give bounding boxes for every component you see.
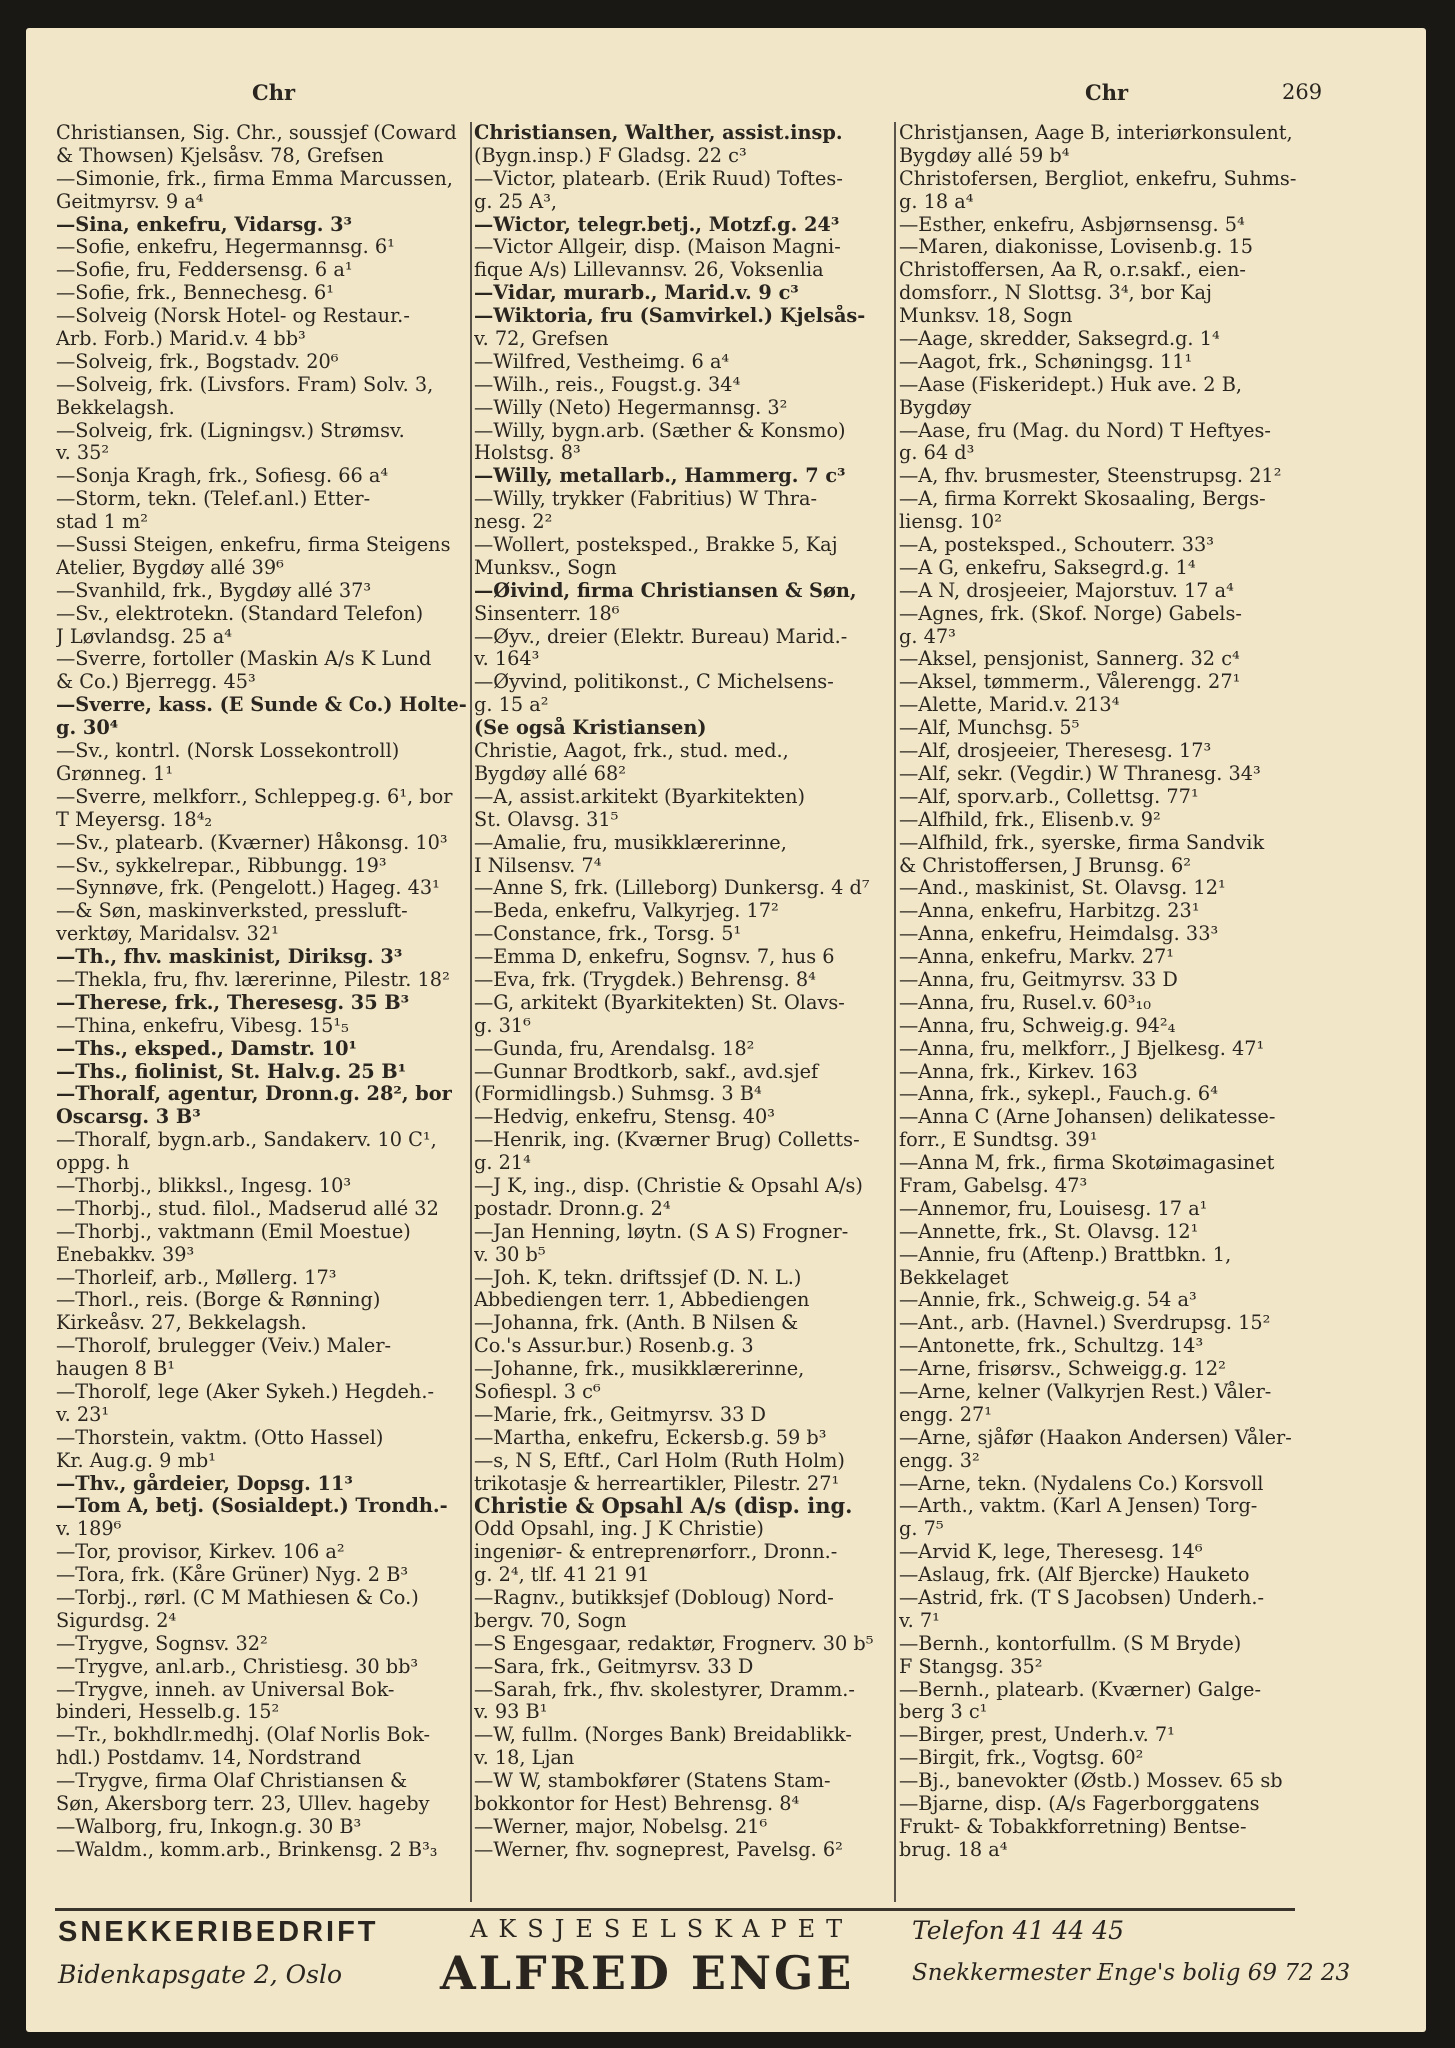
directory-entry-line: —Solveig, frk. (Livsfors. Fram) Solv. 3, xyxy=(56,373,434,396)
directory-entry-line: St. Olavsg. 31⁵ xyxy=(474,808,619,831)
directory-entry-line: domsforr., N Slottsg. 3⁴, bor Kaj xyxy=(899,282,1212,305)
directory-entry-line: & Thowsen) Kjelsåsv. 78, Grefsen xyxy=(56,144,384,167)
directory-entry-line: —Bj., banevokter (Østb.) Mossev. 65 sb xyxy=(899,1770,1283,1793)
directory-entry-line: —Arne, kelner (Valkyrjen Rest.) Våler- xyxy=(899,1380,1272,1403)
directory-entry-line: —Solveig, frk. (Ligningsv.) Strømsv. xyxy=(56,419,405,442)
directory-entry-line: g. 47³ xyxy=(899,625,956,648)
directory-entry-line: —Willy, metallarb., Hammerg. 7 c³ xyxy=(474,465,846,488)
directory-entry-line: v. 18, Ljan xyxy=(474,1747,575,1770)
directory-entry-line: —Anna, enkefru, Harbitzg. 23¹ xyxy=(899,900,1200,923)
ad-company-name: ALFRED ENGE xyxy=(440,1946,855,2000)
column-3 xyxy=(899,122,1319,1862)
ad-residence-phone: Snekkermester Enge's bolig 69 72 23 xyxy=(912,1960,1351,1986)
directory-entry-line: —Alfhild, frk., Elisenb.v. 9² xyxy=(899,808,1161,831)
directory-entry-line: —Arne, tekn. (Nydalens Co.) Korsvoll xyxy=(899,1472,1264,1495)
directory-entry-line: —Øivind, firma Christiansen & Søn, xyxy=(474,579,857,602)
directory-entry-line: —Annie, frk., Schweig.g. 54 a³ xyxy=(899,1289,1197,1312)
directory-entry-line: Bygdøy allé 68² xyxy=(474,762,627,785)
directory-entry-line: —Sonja Kragh, frk., Sofiesg. 66 a⁴ xyxy=(56,465,389,488)
page-number: 269 xyxy=(1282,80,1323,104)
directory-entry-line: —A G, enkefru, Saksegrd.g. 1⁴ xyxy=(899,556,1196,579)
directory-entry-line: Atelier, Bygdøy allé 39⁶ xyxy=(56,556,284,579)
directory-entry-line: —Thina, enkefru, Vibesg. 15¹₅ xyxy=(56,1014,349,1037)
directory-entry-line: Bekkelaget xyxy=(899,1266,1009,1289)
directory-entry-line: —W W, stambokfører (Statens Stam- xyxy=(474,1770,831,1793)
directory-entry-line: —Sofie, fru, Feddersensg. 6 a¹ xyxy=(56,259,353,282)
directory-entry-line: —Martha, enkefru, Eckersb.g. 59 b³ xyxy=(474,1426,827,1449)
directory-entry-line: v. 164³ xyxy=(474,648,540,671)
directory-entry-line: —Synnøve, frk. (Pengelott.) Hageg. 43¹ xyxy=(56,877,440,900)
directory-entry-line: —Eva, frk. (Trygdek.) Behrensg. 8⁴ xyxy=(474,968,816,991)
directory-entry-line: g. 7⁵ xyxy=(899,1518,944,1541)
directory-entry-line: —Aksel, tømmerm., Vålerengg. 27¹ xyxy=(899,671,1241,694)
directory-entry-line: Sinsenterr. 18⁶ xyxy=(474,602,620,625)
directory-entry-line: Christie, Aagot, frk., stud. med., xyxy=(474,740,789,763)
directory-entry-line: —Tr., bokhdlr.medhj. (Olaf Norlis Bok- xyxy=(56,1724,431,1747)
directory-entry-line: —S Engesgaar, redaktør, Frognerv. 30 b⁵ xyxy=(474,1632,874,1655)
directory-entry-line: —Simonie, frk., firma Emma Marcussen, xyxy=(56,167,453,190)
directory-entry-line: g. 18 a⁴ xyxy=(899,190,974,213)
directory-entry-line: v. 93 B¹ xyxy=(474,1701,548,1724)
directory-entry-line: bokkontor for Hest) Behrensg. 8⁴ xyxy=(474,1793,800,1816)
directory-entry-line: —Torbj., rørl. (C M Mathiesen & Co.) xyxy=(56,1587,419,1609)
directory-entry-line: —Trygve, Sognsv. 32² xyxy=(56,1632,268,1655)
directory-entry-line: —Aage, skredder, Saksegrd.g. 1⁴ xyxy=(899,328,1220,351)
directory-entry-line: —& Søn, maskinverksted, pressluft- xyxy=(56,900,408,923)
directory-entry-line: binderi, Hesselb.g. 15² xyxy=(56,1701,280,1724)
directory-entry-line: —Tora, frk. (Kåre Grüner) Nyg. 2 B³ xyxy=(56,1564,409,1587)
directory-entry-line: —Victor Allgeir, disp. (Maison Magni- xyxy=(474,236,841,259)
directory-entry-line: —Sara, frk., Geitmyrsv. 33 D xyxy=(474,1655,754,1678)
directory-entry-line: —s, N S, Eftf., Carl Holm (Ruth Holm) xyxy=(474,1449,845,1472)
directory-entry-line: —Agnes, frk. (Skof. Norge) Gabels- xyxy=(899,602,1242,625)
directory-entry-line: g. 30⁴ xyxy=(56,717,119,740)
directory-entry-line: —Thorbj., vaktmann (Emil Moestue) xyxy=(56,1220,411,1243)
directory-entry-line: engg. 3² xyxy=(899,1449,980,1472)
directory-entry-line: v. 7¹ xyxy=(899,1609,940,1632)
directory-entry-line: —Sv., sykkelrepar., Ribbungg. 19³ xyxy=(56,854,387,877)
directory-entry-line: —Anna, fru, Geitmyrsv. 33 D xyxy=(899,968,1178,991)
directory-entry-line: —Aagot, frk., Schøningsg. 11¹ xyxy=(899,350,1193,373)
directory-entry-line: Frukt- & Tobakkforretning) Bentse- xyxy=(899,1815,1247,1838)
directory-entry-line: —Bjarne, disp. (A/s Fagerborggatens xyxy=(899,1793,1260,1816)
ad-telephone: Telefon 41 44 45 xyxy=(912,1916,1124,1945)
directory-entry-line: —Waldm., komm.arb., Brinkensg. 2 B³₃ xyxy=(56,1838,438,1861)
directory-entry-line: ingeniør- & entreprenørforr., Dronn.- xyxy=(474,1541,838,1564)
directory-entry-line: Enebakkv. 39³ xyxy=(56,1243,195,1266)
directory-entry-line: —Tom A, betj. (Sosialdept.) Trondh.- xyxy=(56,1495,448,1518)
directory-entry-line: I Nilsensv. 7⁴ xyxy=(474,854,602,877)
directory-entry-line: oppg. h xyxy=(56,1152,130,1175)
directory-entry-line: —Sverre, kass. (E Sunde & Co.) Holte- xyxy=(56,694,467,717)
directory-entry-line: —Marie, frk., Geitmyrsv. 33 D xyxy=(474,1403,766,1426)
directory-entry-line: —Alf, drosjeeier, Theresesg. 17³ xyxy=(899,740,1212,763)
directory-entry-line: —Hedvig, enkefru, Stensg. 40³ xyxy=(474,1106,776,1129)
directory-entry-line: —Øyv., dreier (Elektr. Bureau) Marid.- xyxy=(474,625,848,648)
directory-entry-line: —Thorleif, arb., Møllerg. 17³ xyxy=(56,1266,337,1289)
directory-entry-line: —Annie, fru (Aftenp.) Brattbkn. 1, xyxy=(899,1243,1232,1266)
directory-entry-line: F Stangsg. 35² xyxy=(899,1655,1043,1678)
directory-entry-line: trikotasje & herreartikler, Pilestr. 27¹ xyxy=(474,1472,840,1495)
directory-entry-line: —Thorbj., stud. filol., Madserud allé 32 xyxy=(56,1197,439,1220)
directory-entry-line: —And., maskinist, St. Olavsg. 12¹ xyxy=(899,877,1226,900)
directory-entry-line: —Svanhild, frk., Bygdøy allé 37³ xyxy=(56,579,372,602)
directory-entry-line: (Bygn.insp.) F Gladsg. 22 c³ xyxy=(474,144,747,167)
directory-entry-line: —Sv., kontrl. (Norsk Lossekontroll) xyxy=(56,740,400,763)
directory-entry-line: g. 2⁴, tlf. 41 21 91 xyxy=(474,1564,650,1587)
directory-entry-line: —Victor, platearb. (Erik Ruud) Toftes- xyxy=(474,167,843,190)
directory-entry-line: —Thorstein, vaktm. (Otto Hassel) xyxy=(56,1426,384,1449)
directory-entry-line: —Arne, sjåfør (Haakon Andersen) Våler- xyxy=(899,1426,1292,1449)
directory-entry-line: —Arth., vaktm. (Karl A Jensen) Torg- xyxy=(899,1495,1258,1518)
directory-entry-line: engg. 27¹ xyxy=(899,1403,993,1426)
directory-entry-line: —Vidar, murarb., Marid.v. 9 c³ xyxy=(474,282,799,305)
directory-entry-line: —Anna, fru, Rusel.v. 60³₁₀ xyxy=(899,991,1151,1014)
column-divider xyxy=(894,122,896,1902)
directory-entry-line: —A, posteksped., Schouterr. 33³ xyxy=(899,534,1214,557)
directory-entry-line: —Willy, trykker (Fabritius) W Thra- xyxy=(474,488,817,511)
directory-entry-line: —Tor, provisor, Kirkev. 106 a² xyxy=(56,1541,345,1564)
directory-entry-line: Grønneg. 1¹ xyxy=(56,762,174,785)
directory-entry-line: —Ths., eksped., Damstr. 10¹ xyxy=(56,1037,357,1060)
directory-entry-line: —Johanne, frk., musikklærerinne, xyxy=(474,1358,805,1381)
directory-entry-line: —Alf, sporv.arb., Collettsg. 77¹ xyxy=(899,785,1199,808)
directory-entry-line: —Astrid, frk. (T S Jacobsen) Underh.- xyxy=(899,1587,1265,1609)
directory-entry-line: —Aksel, pensjonist, Sannerg. 32 c⁴ xyxy=(899,648,1240,671)
directory-entry-line: —Walborg, fru, Inkogn.g. 30 B³ xyxy=(56,1815,362,1838)
directory-entry-line: Geitmyrsv. 9 a⁴ xyxy=(56,190,204,213)
directory-entry-line: —Birger, prest, Underh.v. 7¹ xyxy=(899,1724,1175,1747)
directory-entry-line: —Trygve, inneh. av Universal Bok- xyxy=(56,1678,395,1701)
directory-entry-line: —J K, ing., disp. (Christie & Opsahl A/s) xyxy=(474,1174,863,1197)
directory-entry-line: —Aslaug, frk. (Alf Bjercke) Hauketo xyxy=(899,1564,1250,1587)
directory-entry-line: g. 21⁴ xyxy=(474,1152,531,1175)
directory-entry-line: —G, arkitekt (Byarkitekten) St. Olavs- xyxy=(474,991,845,1014)
directory-entry-line: —Werner, fhv. sogneprest, Pavelsg. 6² xyxy=(474,1838,843,1861)
directory-entry-line: —Anna C (Arne Johansen) delikatesse- xyxy=(899,1106,1276,1129)
directory-entry-line: —Sofie, frk., Bennechesg. 6¹ xyxy=(56,282,334,305)
directory-entry-line: —Werner, major, Nobelsg. 21⁶ xyxy=(474,1815,768,1838)
directory-entry-line: —Storm, tekn. (Telef.anl.) Etter- xyxy=(56,488,371,511)
directory-entry-line: —Anne S, frk. (Lilleborg) Dunkersg. 4 d⁷ xyxy=(474,877,870,900)
directory-entry-line: —Trygve, firma Olaf Christiansen & xyxy=(56,1770,408,1793)
directory-entry-line: —Therese, frk., Theresesg. 35 B³ xyxy=(56,991,410,1014)
directory-entry-line: —Henrik, ing. (Kværner Brug) Colletts- xyxy=(474,1129,860,1152)
directory-entry-line: Bekkelagsh. xyxy=(56,396,175,419)
footer-rule xyxy=(55,1908,1295,1911)
directory-entry-line: —Willy (Neto) Hegermannsg. 3² xyxy=(474,396,788,419)
directory-entry-line: —Alette, Marid.v. 213⁴ xyxy=(899,694,1120,717)
directory-entry-line: postadr. Dronn.g. 2⁴ xyxy=(474,1197,671,1220)
directory-entry-line: —Sussi Steigen, enkefru, firma Steigens xyxy=(56,534,451,557)
directory-entry-line: fique A/s) Lillevannsv. 26, Voksenlia xyxy=(474,259,824,282)
directory-entry-line: g. 15 a² xyxy=(474,694,549,717)
column-divider xyxy=(470,122,472,1902)
directory-entry-line: Abbediengen terr. 1, Abbediengen xyxy=(474,1289,810,1312)
directory-entry-line: —Anna, enkefru, Heimdalsg. 33³ xyxy=(899,923,1219,946)
directory-entry-line: —Sv., elektrotekn. (Standard Telefon) xyxy=(56,602,424,625)
directory-entry-line: —A, assist.arkitekt (Byarkitekten) xyxy=(474,785,806,808)
directory-entry-line: —Wiktoria, fru (Samvirkel.) Kjelsås- xyxy=(474,305,866,328)
directory-entry-line: berg 3 c¹ xyxy=(899,1701,988,1724)
directory-entry-line: v. 23¹ xyxy=(56,1403,110,1426)
directory-entry-line: —Sarah, frk., fhv. skolestyrer, Dramm.- xyxy=(474,1678,855,1701)
directory-entry-line: J Løvlandsg. 25 a⁴ xyxy=(56,625,232,648)
directory-entry-line: nesg. 2² xyxy=(474,511,553,534)
directory-entry-line: —A, fhv. brusmester, Steenstrupsg. 21² xyxy=(899,465,1282,488)
directory-entry-line: —Thorolf, brulegger (Veiv.) Maler- xyxy=(56,1335,392,1358)
directory-entry-line: Oscarsg. 3 B³ xyxy=(56,1106,201,1129)
directory-entry-line: —Bernh., kontorfullm. (S M Bryde) xyxy=(899,1632,1242,1655)
ad-company-form: AKSJESELSKAPET xyxy=(470,1915,854,1943)
directory-entry-line: —Anna, fru, Schweig.g. 94²₄ xyxy=(899,1014,1176,1037)
directory-entry-line: Co.'s Assur.bur.) Rosenb.g. 3 xyxy=(474,1335,754,1358)
directory-entry-line: —Wilfred, Vestheimg. 6 a⁴ xyxy=(474,350,730,373)
column-1 xyxy=(56,122,471,1862)
directory-entry-line: Bygdøy allé 59 b⁴ xyxy=(899,144,1070,167)
directory-entry-line: (Formidlingsb.) Suhmsg. 3 B⁴ xyxy=(474,1083,762,1106)
directory-entry-line: —Thorolf, lege (Aker Sykeh.) Hegdeh.- xyxy=(56,1380,434,1403)
directory-entry-line: Sigurdsg. 2⁴ xyxy=(56,1609,177,1632)
directory-entry-line: —Anna M, frk., firma Skotøimagasinet xyxy=(899,1152,1275,1175)
directory-entry-line: Bygdøy xyxy=(899,396,972,419)
directory-entry-line: —W, fullm. (Norges Bank) Breidablikk- xyxy=(474,1724,852,1747)
directory-entry-line: —Johanna, frk. (Anth. B Nilsen & xyxy=(474,1312,799,1335)
directory-entry-line: Fram, Gabelsg. 47³ xyxy=(899,1174,1088,1197)
directory-entry-line: —Solveig, frk., Bogstadv. 20⁶ xyxy=(56,350,339,373)
directory-entry-line: —Ragnv., butikksjef (Dobloug) Nord- xyxy=(474,1587,834,1609)
directory-entry-line: Arb. Forb.) Marid.v. 4 bb³ xyxy=(56,328,306,351)
directory-entry-line: —Annemor, fru, Louisesg. 17 a¹ xyxy=(899,1197,1208,1220)
directory-entry-line: —Anna, fru, melkforr., J Bjelkesg. 47¹ xyxy=(899,1037,1265,1060)
directory-entry-line: g. 25 A³, xyxy=(474,190,558,213)
directory-entry-line: —Sverre, fortoller (Maskin A/s K Lund xyxy=(56,648,432,671)
directory-entry-line: Sofiespl. 3 c⁶ xyxy=(474,1380,601,1403)
directory-entry-line: Munksv., Sogn xyxy=(474,556,617,579)
directory-entry-line: —Constance, frk., Torsg. 5¹ xyxy=(474,923,742,946)
directory-entry-line: & Co.) Bjerregg. 45³ xyxy=(56,671,256,694)
directory-entry-line: —A N, drosjeeier, Majorstuv. 17 a⁴ xyxy=(899,579,1234,602)
directory-entry-line: Christofersen, Bergliot, enkefru, Suhms- xyxy=(899,167,1297,190)
directory-entry-line: —Willy, bygn.arb. (Sæther & Konsmo) xyxy=(474,419,846,442)
directory-entry-line: —Annette, frk., St. Olavsg. 12¹ xyxy=(899,1220,1199,1243)
directory-entry-line: forr., E Sundtsg. 39¹ xyxy=(899,1129,1098,1152)
directory-entry-line: & Christoffersen, J Brunsg. 6² xyxy=(899,854,1191,877)
directory-entry-line: Kirkeåsv. 27, Bekkelagsh. xyxy=(56,1312,307,1335)
directory-entry-line: —Thv., gårdeier, Dopsg. 11³ xyxy=(56,1472,353,1495)
directory-entry-line: brug. 18 a⁴ xyxy=(899,1838,1008,1861)
directory-entry-line: —Jan Henning, løytn. (S A S) Frogner- xyxy=(474,1220,849,1243)
directory-entry-line: v. 30 b⁵ xyxy=(474,1243,546,1266)
directory-entry-line: —Thoralf, agentur, Dronn.g. 28², bor xyxy=(56,1083,452,1106)
directory-entry-line: —Øyvind, politikonst., C Michelsens- xyxy=(474,671,834,694)
directory-entry-line: —Gunda, fru, Arendalsg. 18² xyxy=(474,1037,755,1060)
directory-entry-line: —Joh. K, tekn. driftssjef (D. N. L.) xyxy=(474,1266,802,1289)
directory-entry-line: liensg. 10² xyxy=(899,511,1002,534)
directory-entry-line: g. 31⁶ xyxy=(474,1014,531,1037)
directory-entry-line: —Trygve, anl.arb., Christiesg. 30 bb³ xyxy=(56,1655,419,1678)
directory-entry-line: —Sofie, enkefru, Hegermannsg. 6¹ xyxy=(56,236,395,259)
directory-entry-line: v. 72, Grefsen xyxy=(474,328,609,351)
running-head-right: Chr xyxy=(1085,80,1129,105)
directory-entry-line: stad 1 m² xyxy=(56,511,149,534)
directory-entry-line: —Bernh., platearb. (Kværner) Galge- xyxy=(899,1678,1261,1701)
directory-entry-line: haugen 8 B¹ xyxy=(56,1358,175,1381)
directory-entry-line: —Beda, enkefru, Valkyrjeg. 17² xyxy=(474,900,779,923)
directory-entry-line: —A, firma Korrekt Skosaaling, Bergs- xyxy=(899,488,1266,511)
directory-entry-line: —Sina, enkefru, Vidarsg. 3³ xyxy=(56,213,352,236)
directory-entry-line: —Wictor, telegr.betj., Motzf.g. 24³ xyxy=(474,213,840,236)
directory-entry-line: hdl.) Postdamv. 14, Nordstrand xyxy=(56,1747,362,1770)
directory-entry-line: Odd Opsahl, ing. J K Christie) xyxy=(474,1518,764,1541)
directory-entry-line: g. 64 d³ xyxy=(899,442,975,465)
directory-entry-line: Munksv. 18, Sogn xyxy=(899,305,1073,328)
directory-entry-line: —Alf, sekr. (Vegdir.) W Thranesg. 34³ xyxy=(899,762,1261,785)
directory-entry-line: —Thekla, fru, fhv. lærerinne, Pilestr. 18² xyxy=(56,968,450,991)
running-head-left: Chr xyxy=(252,80,296,105)
directory-entry-line: —Anna, frk., Kirkev. 163 xyxy=(899,1060,1138,1083)
directory-entry-line: —Anna, enkefru, Markv. 27¹ xyxy=(899,946,1175,969)
directory-entry-line: Christiansen, Walther, assist.insp. xyxy=(474,122,843,144)
directory-entry-line: (Se også Kristiansen) xyxy=(474,717,707,740)
directory-entry-line: —Emma D, enkefru, Sognsv. 7, hus 6 xyxy=(474,946,835,969)
ad-company-type: SNEKKERIBEDRIFT xyxy=(58,1916,379,1948)
directory-entry-line: —Ths., fiolinist, St. Halv.g. 25 B¹ xyxy=(56,1060,407,1083)
directory-entry-line: —Gunnar Brodtkorb, sakf., avd.sjef xyxy=(474,1060,819,1083)
directory-entry-line: Kr. Aug.g. 9 mb¹ xyxy=(56,1449,216,1472)
column-2 xyxy=(474,122,894,1862)
directory-entry-line: —Alf, Munchsg. 5⁵ xyxy=(899,717,1080,740)
directory-entry-line: T Meyersg. 18⁴₂ xyxy=(56,808,213,831)
directory-entry-line: —Th., fhv. maskinist, Diriksg. 3³ xyxy=(56,946,403,969)
directory-entry-line: —Wollert, posteksped., Brakke 5, Kaj xyxy=(474,534,838,557)
directory-entry-line: —Anna, frk., sykepl., Fauch.g. 6⁴ xyxy=(899,1083,1218,1106)
directory-entry-line: bergv. 70, Sogn xyxy=(474,1609,627,1632)
directory-entry-line: —Wilh., reis., Fougst.g. 34⁴ xyxy=(474,373,741,396)
directory-entry-line: Søn, Akersborg terr. 23, Ullev. hageby xyxy=(56,1793,430,1816)
directory-entry-line: —Esther, enkefru, Asbjørnsensg. 5⁴ xyxy=(899,213,1245,236)
directory-entry-line: —Arne, frisørsv., Schweigg.g. 12² xyxy=(899,1358,1226,1381)
directory-entry-line: Christie & Opsahl A/s (disp. ing. xyxy=(474,1495,853,1519)
directory-entry-line: Christiansen, Sig. Chr., soussjef (Coward xyxy=(56,122,457,144)
directory-entry-line: —Aase (Fiskeridept.) Huk ave. 2 B, xyxy=(899,373,1242,396)
ad-address: Bidenkapsgate 2, Oslo xyxy=(58,1960,343,1989)
directory-entry-line: —Arvid K, lege, Theresesg. 14⁶ xyxy=(899,1541,1203,1564)
directory-entry-line: Christjansen, Aage B, interiørkonsulent, xyxy=(899,122,1293,144)
directory-entry-line: —Thorbj., blikksl., Ingesg. 10³ xyxy=(56,1174,352,1197)
directory-entry-line: Holstsg. 8³ xyxy=(474,442,581,465)
directory-entry-line: —Birgit, frk., Vogtsg. 60² xyxy=(899,1747,1144,1770)
directory-entry-line: v. 189⁶ xyxy=(56,1518,122,1541)
directory-entry-line: —Antonette, frk., Schultzg. 14³ xyxy=(899,1335,1204,1358)
directory-entry-line: —Sverre, melkforr., Schleppeg.g. 6¹, bor xyxy=(56,785,453,808)
directory-entry-line: —Alfhild, frk., syerske, firma Sandvik xyxy=(899,831,1265,854)
directory-entry-line: —Aase, fru (Mag. du Nord) T Heftyes- xyxy=(899,419,1271,442)
directory-entry-line: —Ant., arb. (Havnel.) Sverdrupsg. 15² xyxy=(899,1312,1271,1335)
directory-entry-line: v. 35² xyxy=(56,442,110,465)
directory-entry-line: —Sv., platearb. (Kværner) Håkonsg. 10³ xyxy=(56,831,448,854)
directory-entry-line: —Maren, diakonisse, Lovisenb.g. 15 xyxy=(899,236,1253,259)
directory-entry-line: —Amalie, fru, musikklærerinne, xyxy=(474,831,787,854)
directory-entry-line: —Solveig (Norsk Hotel- og Restaur.- xyxy=(56,305,410,328)
directory-entry-line: Christoffersen, Aa R, o.r.sakf., eien- xyxy=(899,259,1246,282)
directory-entry-line: —Thoralf, bygn.arb., Sandakerv. 10 C¹, xyxy=(56,1129,437,1152)
directory-entry-line: verktøy, Maridalsv. 32¹ xyxy=(56,923,279,946)
directory-entry-line: —Thorl., reis. (Borge & Rønning) xyxy=(56,1289,381,1312)
